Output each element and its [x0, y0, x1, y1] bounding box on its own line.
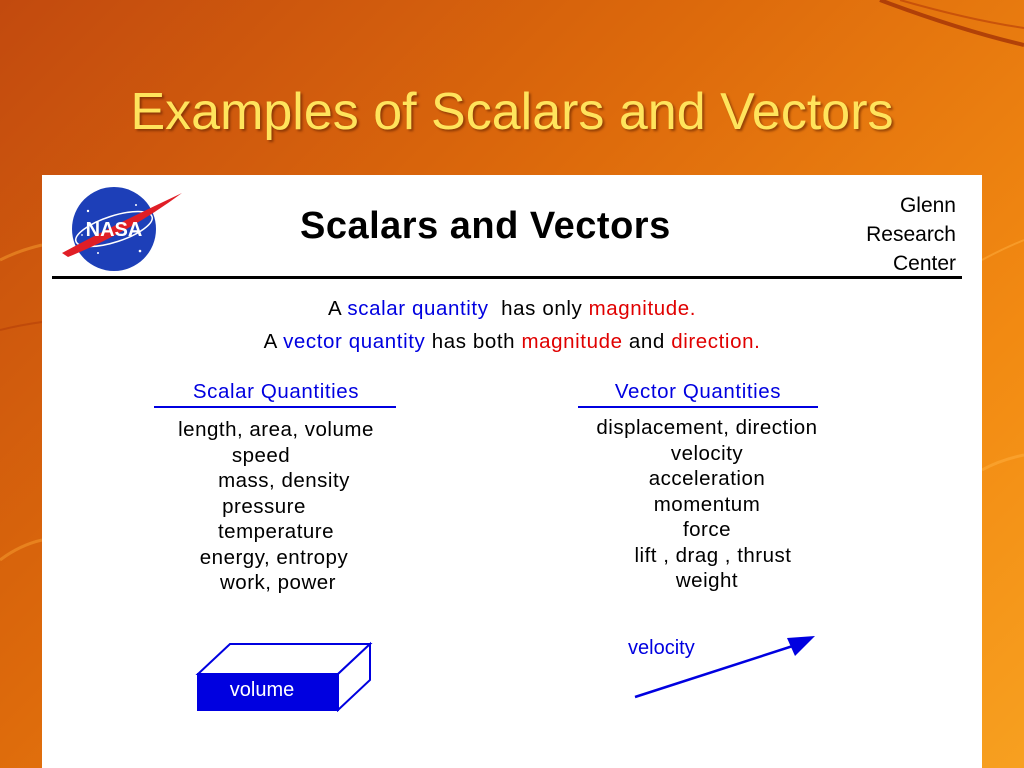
- list-item: energy, entropy: [199, 545, 349, 569]
- vector-term: vector quantity: [283, 330, 426, 353]
- list-item: temperature: [217, 520, 335, 543]
- magnitude-term: magnitude: [521, 330, 623, 353]
- panel-title: Scalars and Vectors: [300, 205, 671, 247]
- def-text: has both: [431, 330, 516, 353]
- vector-heading: Vector Quantities: [614, 380, 782, 403]
- nasa-logo-text: NASA: [85, 219, 143, 241]
- list-item: acceleration: [648, 467, 766, 490]
- content-panel: [42, 175, 982, 768]
- volume-label: volume: [229, 679, 295, 701]
- scalar-definition: [42, 297, 982, 321]
- list-item: lift , drag , thrust: [634, 543, 792, 567]
- def-text: A: [327, 297, 342, 320]
- center-name: [816, 191, 956, 278]
- list-item: force: [682, 518, 732, 541]
- list-item: mass, density: [218, 469, 350, 492]
- list-item: displacement, direction: [596, 416, 818, 439]
- def-text: A: [263, 330, 277, 353]
- scalar-list: [136, 417, 416, 596]
- list-item: work, power: [219, 571, 336, 594]
- nasa-logo-icon: [58, 183, 184, 273]
- velocity-arrow-icon: [627, 630, 827, 705]
- scalar-term: scalar quantity: [347, 297, 489, 320]
- direction-term: direction.: [671, 330, 761, 353]
- scalar-heading-underline: [154, 406, 396, 408]
- list-item: speed: [231, 443, 291, 467]
- magnitude-term: magnitude.: [588, 297, 697, 320]
- velocity-label: velocity: [628, 637, 695, 659]
- list-item: length, area, volume: [178, 418, 374, 441]
- list-item: pressure: [222, 494, 306, 518]
- def-text: and: [628, 330, 665, 353]
- list-item: weight: [675, 569, 739, 592]
- vector-definition: [42, 330, 982, 354]
- center-line: Research: [866, 223, 956, 246]
- list-item: momentum: [653, 492, 761, 516]
- header-divider: [52, 276, 962, 279]
- scalar-heading: Scalar Quantities: [192, 380, 360, 403]
- center-line: Center: [892, 252, 956, 275]
- vector-list: [552, 415, 862, 594]
- slide-title: Examples of Scalars and Vectors: [130, 83, 894, 141]
- list-item: velocity: [670, 441, 744, 465]
- center-line: Glenn: [899, 194, 956, 217]
- vector-heading-underline: [578, 406, 818, 408]
- def-text: has only: [501, 297, 583, 320]
